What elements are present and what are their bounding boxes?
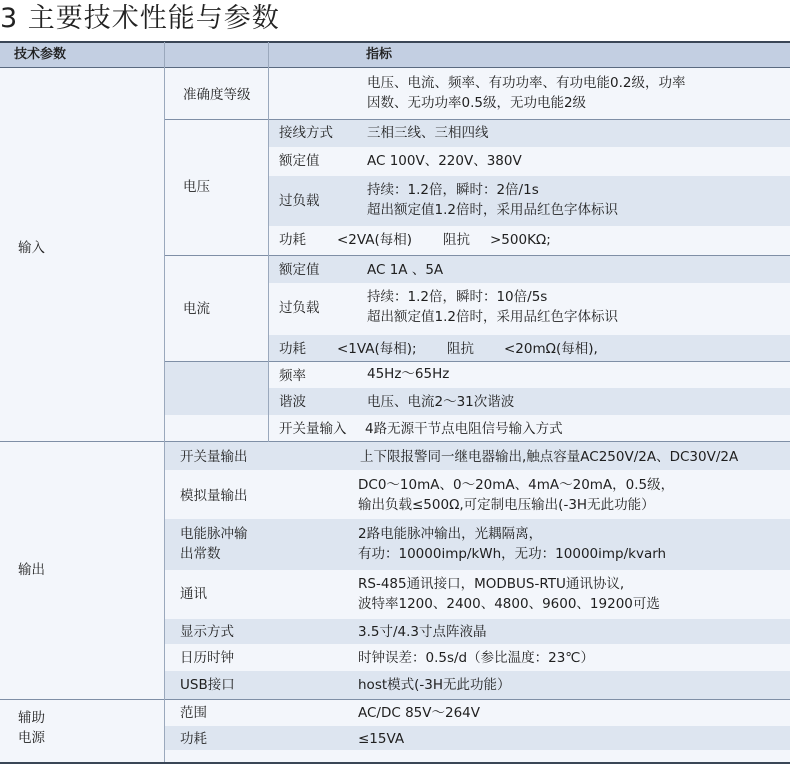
voltage-wiring-value: 三相三线、三相四线: [367, 125, 489, 141]
aux-power-label: 功耗: [180, 731, 207, 747]
group-output-label: 输出: [18, 562, 45, 578]
pulse-constant-line1: 2路电能脉冲输出，光耦隔离，: [358, 526, 543, 542]
aux-range-value: AC/DC 85V～264V: [358, 705, 481, 721]
group-aux-label-1: 辅助: [18, 710, 45, 726]
voltage-rated-label: 额定值: [279, 153, 320, 169]
harmonic-value: 电压、电流2～31次谐波: [367, 394, 515, 410]
usb-label: USB接口: [180, 677, 235, 693]
display-label: 显示方式: [180, 624, 234, 640]
aux-power-value: ≤15VA: [358, 731, 405, 747]
current-label: 电流: [183, 301, 210, 317]
clock-label: 日历时钟: [180, 650, 234, 666]
voltage-power-label: 功耗: [279, 232, 306, 248]
display-value: 3.5寸/4.3寸点阵液晶: [358, 624, 487, 640]
current-overload-line1: 持续：1.2倍，瞬时：10倍/5s: [367, 289, 548, 305]
current-power-label: 功耗: [279, 341, 306, 357]
voltage-impedance-value: >500KΩ;: [490, 232, 551, 248]
switch-input-label: 开关量输入: [279, 421, 347, 437]
analog-output-line2: 输出负载≤500Ω,可定制电压输出(-3H无此功能）: [358, 497, 655, 513]
frequency-value: 45Hz～65Hz: [367, 366, 450, 382]
switch-input-value: 4路无源干节点电阻信号输入方式: [365, 421, 563, 437]
current-overload-label: 过负载: [279, 300, 320, 316]
current-rated-value: AC 1A 、5A: [367, 262, 444, 278]
pulse-constant-line2: 有功：10000imp/kWh，无功：10000imp/kvarh: [358, 546, 667, 562]
voltage-overload-label: 过负载: [279, 193, 320, 209]
harmonic-label: 谐波: [279, 394, 306, 410]
comm-line2: 波特率1200、2400、4800、9600、19200可选: [358, 596, 660, 612]
group-input-label: 输入: [18, 240, 45, 256]
pulse-constant-label-2: 出常数: [180, 546, 221, 562]
accuracy-label: 准确度等级: [183, 87, 251, 103]
analog-output-line1: DC0～10mA、0～20mA、4mA～20mA，0.5级，: [358, 477, 675, 493]
accuracy-line2: 因数、无功功率0.5级，无功电能2级: [367, 95, 587, 111]
frequency-label: 频率: [279, 368, 306, 384]
header-param: 技术参数: [14, 47, 67, 62]
voltage-wiring-label: 接线方式: [279, 125, 333, 141]
current-impedance-label: 阻抗: [447, 341, 474, 357]
clock-value: 时钟误差：0.5s/d（参比温度：23℃）: [358, 650, 594, 666]
group-aux-label-2: 电源: [18, 730, 45, 746]
voltage-overload-line1: 持续：1.2倍，瞬时：2倍/1s: [367, 182, 539, 198]
comm-line1: RS-485通讯接口，MODBUS-RTU通讯协议,: [358, 576, 625, 592]
voltage-overload-line2: 超出额定值1.2倍时，采用品红色字体标识: [367, 202, 618, 218]
voltage-rated-value: AC 100V、220V、380V: [367, 153, 522, 169]
usb-value: host模式(-3H无此功能）: [358, 677, 511, 693]
switch-output-label: 开关量输出: [180, 449, 248, 465]
header-spec: 指标: [366, 47, 393, 62]
accuracy-line1: 电压、电流、频率、有功功率、有功电能0.2级，功率: [367, 75, 686, 91]
current-impedance-value: <20mΩ(每相),: [504, 341, 598, 357]
voltage-label: 电压: [183, 179, 210, 195]
analog-output-label: 模拟量输出: [180, 488, 248, 504]
current-overload-line2: 超出额定值1.2倍时，采用品红色字体标识: [367, 309, 618, 325]
voltage-power-value: <2VA(每相): [337, 232, 413, 248]
pulse-constant-label-1: 电能脉冲输: [180, 526, 248, 542]
comm-label: 通讯: [180, 586, 207, 602]
switch-output-value: 上下限报警同一继电器输出,触点容量AC250V/2A、DC30V/2A: [360, 449, 739, 465]
current-rated-label: 额定值: [279, 262, 320, 278]
current-power-value: <1VA(每相);: [337, 341, 417, 357]
aux-range-label: 范围: [180, 705, 207, 721]
table-header-bg: [0, 42, 790, 67]
page-title: 3 主要技术性能与参数: [0, 3, 280, 34]
voltage-impedance-label: 阻抗: [443, 232, 470, 248]
